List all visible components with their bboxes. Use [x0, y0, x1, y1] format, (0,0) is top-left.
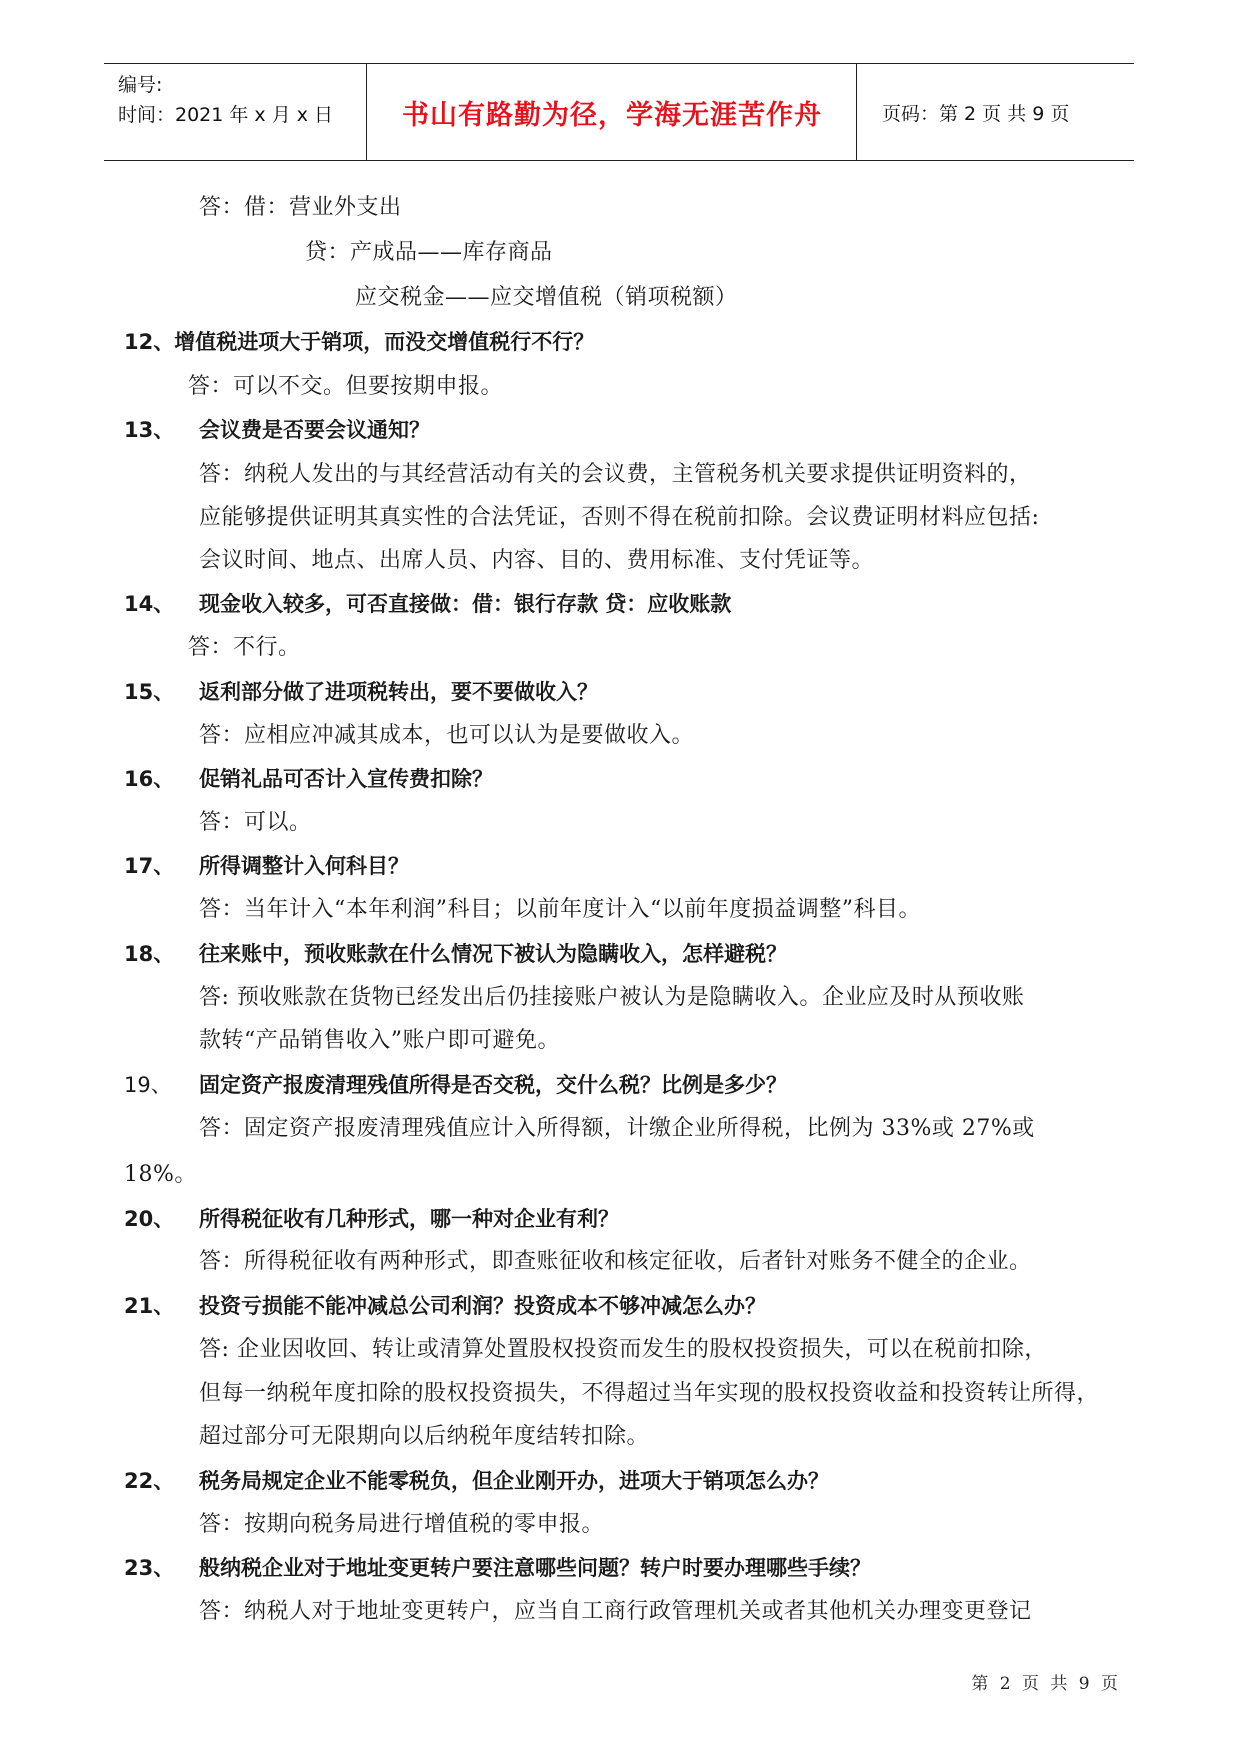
question-number: 12、 [124, 330, 175, 354]
question-text: 返利部分做了进项税转出，要不要做收入？ [199, 680, 598, 704]
question-text: 般纳税企业对于地址变更转户要注意哪些问题？转户时要办理哪些手续？ [199, 1556, 871, 1580]
answer-line: 会议时间、地点、出席人员、内容、目的、费用标准、支付凭证等。 [199, 548, 875, 573]
question-line [124, 589, 731, 619]
answer-line: 答：按期向税务局进行增值税的零申报。 [199, 1512, 605, 1537]
question-text: 固定资产报废清理残值所得是否交税，交什么税？比例是多少？ [199, 1073, 787, 1097]
answer-line: 答：固定资产报废清理残值应计入所得额，计缴企业所得税，比例为 33%或 27%或 [199, 1116, 1035, 1141]
question-number: 15、 [124, 680, 175, 704]
question-number: 17、 [124, 854, 175, 878]
question-text: 往来账中，预收账款在什么情况下被认为隐瞒收入，怎样避税？ [199, 942, 787, 966]
question-text: 增值税进项大于销项，而没交增值税行不行？ [174, 330, 595, 354]
question-line [124, 939, 787, 969]
question-number: 14、 [124, 592, 175, 616]
question-text: 会议费是否要会议通知？ [199, 418, 430, 442]
question-text: 所得税征收有几种形式，哪一种对企业有利？ [199, 1207, 619, 1231]
answer-line: 但每一纳税年度扣除的股权投资损失，不得超过当年实现的股权投资收益和投资转让所得， [199, 1381, 1100, 1406]
question-line [124, 1466, 829, 1496]
answer-line: 超过部分可无限期向以后纳税年度结转扣除。 [199, 1424, 650, 1449]
answer-line: 答：不行。 [188, 635, 301, 660]
question-line [124, 327, 594, 357]
question-number: 13、 [124, 418, 175, 442]
header-page-label: 页码：第 2 页 共 9 页 [882, 102, 1070, 125]
time-label: 时间：2021 年 x 月 x 日 [118, 104, 334, 126]
question-number: 18、 [124, 942, 175, 966]
answer-line: 答：纳税人对于地址变更转户，应当自工商行政管理机关或者其他机关办理变更登记 [199, 1599, 1032, 1624]
question-text: 现金收入较多，可否直接做：借：银行存款 贷：应收账款 [199, 592, 732, 616]
answer-line: 答：纳税人发出的与其经营活动有关的会议费，主管税务机关要求提供证明资料的， [199, 462, 1032, 487]
question-line [124, 1291, 766, 1321]
answer-line: 贷：产成品——库存商品 [305, 240, 553, 265]
question-number: 22、 [124, 1469, 175, 1493]
answer-line: 答: 预收账款在货物已经发出后仍挂接账户被认为是隐瞒收入。企业应及时从预收账 [199, 985, 1025, 1010]
question-number: 21、 [124, 1294, 175, 1318]
question-text: 税务局规定企业不能零税负，但企业刚开办，进项大于销项怎么办？ [199, 1469, 829, 1493]
answer-line: 答：所得税征收有两种形式，即查账征收和核定征收，后者针对账务不健全的企业。 [199, 1249, 1032, 1274]
question-number: 16、 [124, 767, 175, 791]
header-meta [118, 70, 333, 130]
question-text: 促销礼品可否计入宣传费扣除？ [199, 767, 493, 791]
question-line [124, 1204, 619, 1234]
answer-line: 答: 企业因收回、转让或清算处置股权投资而发生的股权投资损失，可以在税前扣除， [199, 1337, 1047, 1362]
question-line [124, 1553, 871, 1583]
answer-line: 应交税金——应交增值税（销项税额） [355, 285, 738, 310]
answer-line: 答：可以。 [199, 810, 312, 835]
question-number: 23、 [124, 1556, 175, 1580]
answer-line: 答：应相应冲减其成本，也可以认为是要做收入。 [199, 723, 695, 748]
answer-line: 18%。 [124, 1162, 197, 1187]
question-number: 20、 [124, 1207, 175, 1231]
answer-line: 款转“产品销售收入”账户即可避免。 [199, 1028, 560, 1053]
answer-line: 应能够提供证明其真实性的合法凭证，否则不得在税前扣除。会议费证明材料应包括: [199, 505, 1040, 530]
header-motto: 书山有路勤为径，学海无涯苦作舟 [402, 99, 822, 131]
question-line [124, 677, 598, 707]
question-line [124, 1070, 787, 1100]
header-divider [856, 64, 857, 160]
question-number: 19、 [124, 1073, 172, 1097]
question-text: 投资亏损能不能冲减总公司利润？投资成本不够冲减怎么办？ [199, 1294, 766, 1318]
serial-label: 编号: [118, 74, 163, 96]
answer-line: 答：借：营业外支出 [199, 195, 402, 220]
question-text: 所得调整计入何科目？ [199, 854, 409, 878]
answer-line: 答：当年计入“本年利润”科目；以前年度计入“以前年度损益调整”科目。 [199, 897, 921, 922]
answer-line: 答：可以不交。但要按期申报。 [188, 374, 504, 399]
question-line [124, 415, 430, 445]
header-divider [366, 64, 367, 160]
page-header [104, 63, 1134, 161]
page-footer: 第 2 页 共 9 页 [971, 1674, 1121, 1694]
question-line [124, 851, 409, 881]
question-line [124, 764, 493, 794]
